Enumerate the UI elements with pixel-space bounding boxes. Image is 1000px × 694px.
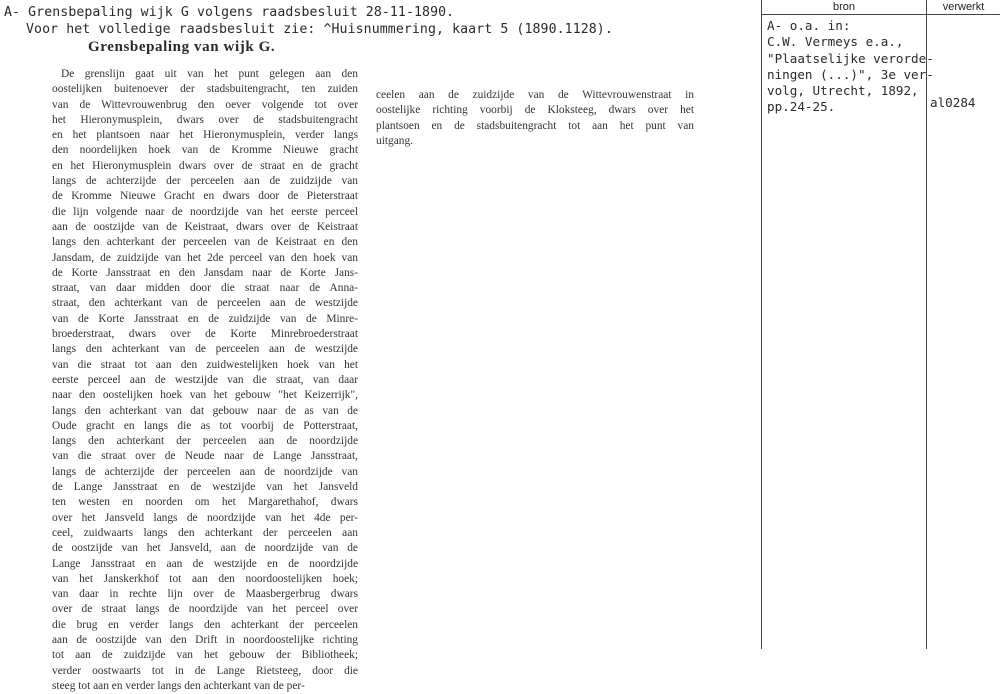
text-line: oostelijke richting voorbij de Kloksteeg, dwars over het xyxy=(376,104,694,117)
text-line: de Korte Jansstraat en den Jansdam naar de Korte Jans- xyxy=(52,266,358,279)
text-line: naar den oostelijken hoek van het gebouw "het Keizerrijk", xyxy=(52,389,358,402)
text-line: straat, van daar midden door die straat naar de Anna- xyxy=(52,282,358,295)
text-line: steeg tot aan en verder langs den achterkant van de per- xyxy=(52,679,305,692)
text-line: plantsoen en de stadsbuitengracht tot aan het punt van xyxy=(376,119,694,132)
text-line: uitgang. xyxy=(376,134,414,147)
text-line: broederstraat, dwars over de Korte Minrebroederstraat xyxy=(52,328,358,341)
verwerkt-code: al0284 xyxy=(930,95,976,110)
verwerkt-column-header: verwerkt xyxy=(942,1,985,13)
text-line: van die straat tot aan den zuidwestelijken hoek van het xyxy=(52,358,358,371)
text-line: verder oostwaarts tot in de Lange Rietsteeg, door die xyxy=(52,664,358,677)
bron-line: "Plaatselijke verorde- xyxy=(767,50,934,66)
bron-line: volg, Utrecht, 1892, xyxy=(767,83,919,99)
text-line: over het Jansveld langs de noordzijde van het 4de per- xyxy=(52,511,358,524)
text-line: van die straat over de Neude naar de Lange Jansstraat, xyxy=(52,450,358,463)
header-line-1: A- Grensbepaling wijk G volgens raadsbesluit 28-11-1890. xyxy=(4,5,455,20)
text-line: het Hieronymusplein, dwars over de stadsbuitengracht xyxy=(52,113,358,126)
document-title: Grensbepaling van wijk G. xyxy=(88,39,276,55)
text-line: ceelen aan de zuidzijde van de Wittevrouwenstraat in xyxy=(376,89,694,101)
text-line: die brug en verder langs den achterkant der perceelen xyxy=(52,618,358,631)
text-line: eerste perceel aan de westzijde van die straat, van daar xyxy=(52,373,358,386)
text-line: De grenslijn gaat uit van het punt gelegen aan den xyxy=(61,68,358,80)
source-sidebar xyxy=(761,0,1000,649)
text-line: tot aan de zuidzijde van het gebouw der Bibliotheek; xyxy=(52,649,358,662)
text-line: ten westen en noorden om het Margarethahof, dwars xyxy=(52,496,358,509)
text-line: Lange Jansstraat en aan de westzijde en de noordzijde xyxy=(52,557,358,570)
bron-line: A- o.a. in: xyxy=(767,18,851,33)
text-line: straat, den achterkant van de perceelen aan de westzijde xyxy=(52,297,358,310)
text-line: die lijn volgende naar de noordzijde van het eerste perceel xyxy=(52,205,358,218)
text-line: aan de oostzijde van de Keistraat, dwars over de Keistraat xyxy=(52,220,358,233)
text-column-left xyxy=(52,67,358,694)
bron-line: pp.24-25. xyxy=(767,99,836,115)
text-line: en het Hieronymusplein dwars over de straat en de gracht xyxy=(52,159,358,172)
sidebar-header-rule xyxy=(761,14,1000,15)
text-line: en het plantsoen naar het Hieronymusplein, verder langs xyxy=(52,129,358,142)
text-line: van het Janskerkhof tot aan den noordoostelijken hoek; xyxy=(52,572,358,585)
header-line-2: Voor het volledige raadsbesluit zie: ^Huisnummering, kaart 5 (1890.1128). xyxy=(26,22,613,37)
bron-column-header: bron xyxy=(832,1,856,13)
text-line: over de straat langs de noordzijde van het perceel over xyxy=(52,603,358,616)
text-line: van de Wittevrouwenbrug den oever volgende tot over xyxy=(52,98,358,111)
text-line: Oude gracht en langs die as tot voorbij de Potterstraat, xyxy=(52,419,358,432)
document-header xyxy=(4,4,744,38)
text-line: langs de achterzijde der perceelen aan de noordzijde van xyxy=(52,465,358,478)
text-line: ceel, zuidwaarts langs den achterkant der perceelen aan xyxy=(52,526,358,539)
text-line: Jansdam, de zuidzijde van het 2de perceel van den hoek van xyxy=(52,251,358,264)
text-line: langs den achterkant der perceelen van de Keistraat en den xyxy=(52,236,358,249)
text-line: van daar in rechte lijn over de Maasbergerbrug dwars xyxy=(52,588,358,601)
text-line: de oostzijde van het Jansveld, aan de noordzijde van de xyxy=(52,542,358,555)
text-line: de Lange Jansstraat en de westzijde van het Jansveld xyxy=(52,481,358,494)
bron-line: C.W. Vermeys e.a., xyxy=(767,34,904,50)
text-line: aan de oostzijde van den Drift in noordoostelijke richting xyxy=(52,633,358,646)
text-line: langs den achterkant van dat gebouw naar de as van de xyxy=(52,404,358,417)
text-line: oostelijken buitenoever der stadsbuitengracht, ten zuiden xyxy=(52,83,358,96)
text-line: den noordelijken hoek van de Kromme Nieuwe gracht xyxy=(52,144,358,157)
bron-source-text xyxy=(767,18,934,116)
text-line: langs den achterkant van de perceelen aan de westzijde xyxy=(52,343,358,356)
sidebar-left-border xyxy=(761,0,762,649)
text-line: de Kromme Nieuwe Gracht en dwars door de Pieterstraat xyxy=(52,190,358,203)
text-line: van de Korte Jansstraat en de zuidzijde van de Minre- xyxy=(52,312,358,325)
text-line: langs den achterkant der perceelen aan de noordzijde xyxy=(52,435,358,448)
text-column-right xyxy=(376,88,694,149)
bron-line: ningen (...)", 3e ver- xyxy=(767,66,934,82)
text-line: langs de achterzijde der perceelen aan de zuidzijde van xyxy=(52,175,358,188)
